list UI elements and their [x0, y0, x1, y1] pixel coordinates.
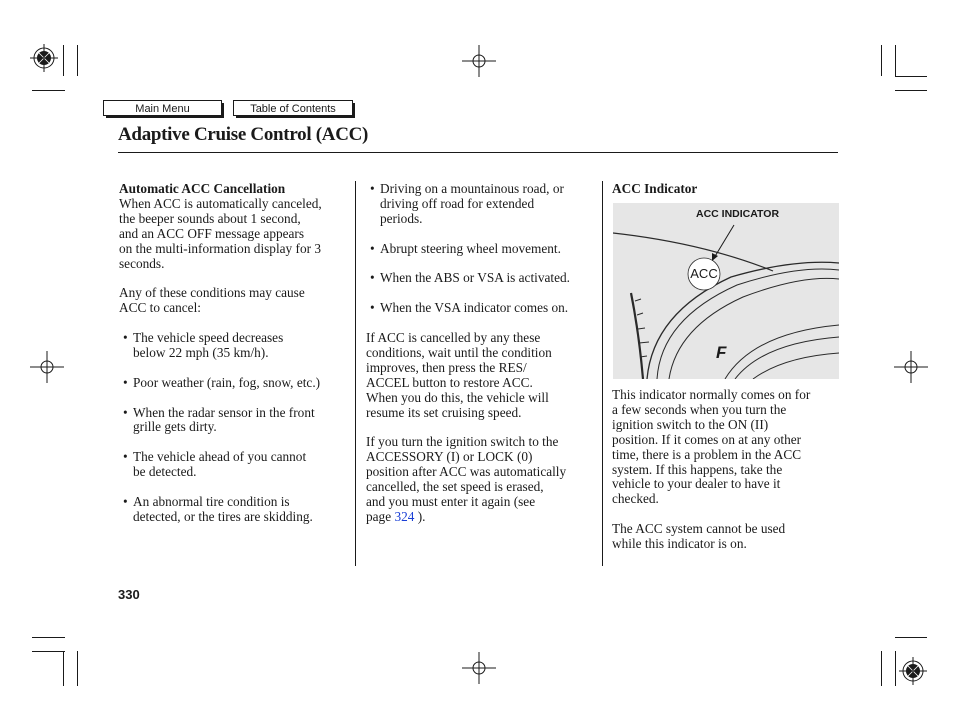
column-divider: [602, 181, 603, 566]
crosshair-bottom-icon: [462, 652, 496, 684]
list-item: [119, 331, 351, 361]
paragraph-line: ACCESSORY (I) or LOCK (0): [366, 449, 533, 465]
paragraph-line: system. If this happens, take the: [612, 461, 783, 477]
bullet-icon: •: [123, 449, 128, 465]
paragraph-line: Any of these conditions may cause: [119, 285, 305, 301]
crosshair-right-icon: [894, 351, 928, 383]
paragraph-line: vehicle to your dealer to have it: [612, 476, 781, 492]
bullet-icon: •: [123, 404, 128, 420]
column-3-body: [612, 388, 840, 552]
list-item-line: below 22 mph (35 km/h).: [133, 344, 269, 360]
paragraph-line: checked.: [612, 491, 659, 507]
list-item-line: Poor weather (rain, fog, snow, etc.): [133, 374, 321, 390]
list-item-line: grille gets dirty.: [133, 419, 217, 435]
list-item: [119, 450, 351, 480]
list-item: [119, 406, 351, 436]
paragraph-line: ACCEL button to restore ACC.: [366, 374, 533, 390]
paragraph-line: When you do this, the vehicle will: [366, 389, 549, 405]
page-reference-line: [366, 510, 598, 525]
section-heading: ACC Indicator: [612, 181, 698, 196]
column-2: [366, 182, 598, 525]
fuel-f-label: F: [716, 343, 727, 362]
paragraph-line: The ACC system cannot be used: [612, 521, 786, 537]
page-title: Adaptive Cruise Control (ACC): [118, 124, 369, 145]
column-divider: [355, 181, 356, 566]
paragraph-line: ignition switch to the ON (II): [612, 416, 769, 432]
paragraph-line: position. If it comes on at any other: [612, 431, 802, 447]
paragraph-line: the beeper sounds about 1 second,: [119, 210, 301, 226]
list-item-line: The vehicle speed decreases: [133, 330, 284, 346]
list-item-line: When the VSA indicator comes on.: [380, 300, 569, 316]
paragraph-line: This indicator normally comes on for: [612, 387, 811, 402]
crosshair-left-icon: [30, 351, 64, 383]
paragraph-line: conditions, wait until the condition: [366, 344, 552, 360]
list-item: [366, 242, 598, 257]
page-number: 330: [118, 587, 140, 602]
page-ref-suffix: ).: [414, 508, 426, 524]
list-item-line: Abrupt steering wheel movement.: [380, 240, 561, 256]
list-item: [366, 301, 598, 316]
list-item: [366, 182, 598, 227]
acc-indicator-text: ACC: [690, 266, 718, 281]
list-item-line: periods.: [380, 210, 423, 226]
bullet-icon: •: [370, 270, 375, 286]
paragraph-line: a few seconds when you turn the: [612, 401, 787, 417]
paragraph-line: seconds.: [119, 255, 165, 271]
section-heading: Automatic ACC Cancellation: [119, 181, 286, 196]
paragraph-line: ACC to cancel:: [119, 300, 201, 316]
paragraph-line: time, there is a problem in the ACC: [612, 446, 802, 462]
table-of-contents-button[interactable]: Table of Contents: [233, 100, 353, 116]
column-1: [119, 182, 351, 540]
main-menu-button[interactable]: Main Menu: [103, 100, 222, 116]
paragraph-line: If you turn the ignition switch to the: [366, 434, 559, 450]
bullet-icon: •: [370, 300, 375, 316]
list-item-line: When the ABS or VSA is activated.: [380, 270, 570, 286]
column-3: [612, 182, 840, 197]
page-324-link[interactable]: 324: [394, 508, 415, 524]
paragraph-line: while this indicator is on.: [612, 536, 747, 552]
registration-target-top-left: [30, 44, 58, 72]
bullet-icon: •: [370, 240, 375, 256]
list-item-line: be detected.: [133, 464, 197, 480]
paragraph-line: resume its set cruising speed.: [366, 404, 522, 420]
list-item-line: An abnormal tire condition is: [133, 493, 290, 509]
paragraph-line: on the multi-information display for 3: [119, 240, 322, 256]
registration-target-bottom-right: [899, 657, 927, 685]
page-ref-prefix: page: [366, 508, 395, 524]
list-item-line: detected, or the tires are skidding.: [133, 508, 313, 524]
bullet-icon: •: [123, 374, 128, 390]
title-rule: [118, 152, 838, 153]
bullet-icon: •: [123, 493, 128, 509]
paragraph-line: position after ACC was automatically: [366, 464, 567, 480]
bullet-icon: •: [123, 330, 128, 346]
paragraph-line: cancelled, the set speed is erased,: [366, 479, 544, 495]
paragraph-line: If ACC is cancelled by any these: [366, 330, 541, 345]
bullet-icon: •: [370, 181, 375, 196]
paragraph-line: and you must enter it again (see: [366, 493, 536, 509]
crosshair-top-icon: [462, 45, 496, 77]
list-item-line: driving off road for extended: [380, 195, 535, 211]
paragraph-line: When ACC is automatically canceled,: [119, 195, 322, 211]
list-item-line: The vehicle ahead of you cannot: [133, 449, 307, 465]
list-item: [119, 376, 351, 391]
paragraph-line: improves, then press the RES/: [366, 359, 527, 375]
list-item-line: Driving on a mountainous road, or: [380, 181, 564, 196]
list-item: [119, 495, 351, 525]
figure-label: ACC INDICATOR: [696, 208, 780, 220]
list-item: [366, 271, 598, 286]
paragraph-line: and an ACC OFF message appears: [119, 225, 305, 241]
list-item-line: When the radar sensor in the front: [133, 404, 315, 420]
